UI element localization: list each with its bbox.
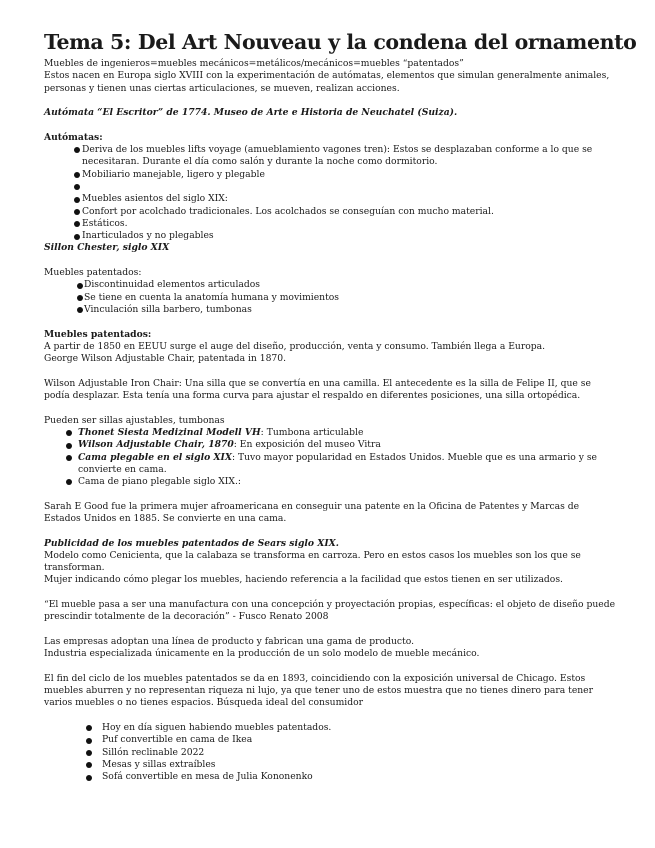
list-item: Mesas y sillas extraíbles	[44, 759, 616, 771]
patentados-line: A partir de 1850 en EEUU surge el auge del diseño, producción, venta y consumo. También llega a Europa.	[44, 340, 546, 352]
patentados-list-heading: Muebles patentados:	[44, 267, 142, 279]
chester-caption: Sillon Chester, siglo XIX	[44, 242, 170, 254]
list-item	[44, 427, 616, 439]
page-title: Tema 5: Del Art Nouveau y la condena del ornamento	[44, 30, 637, 54]
patentados-line: George Wilson Adjustable Chair, patentada in 1870.	[44, 353, 287, 365]
item-label: Cama plegable en el siglo XIX	[78, 451, 232, 463]
list-item	[44, 181, 616, 193]
item-text: : Tuvo mayor popularidad en Estados Unidos. Mueble que es una armario y se convierte en cama.	[78, 451, 597, 475]
list-item	[44, 439, 616, 451]
publicidad-heading: Publicidad de los muebles patentados de Sears siglo XIX.	[44, 537, 339, 549]
sillas-intro: Pueden ser sillas ajustables, tumbonas	[44, 414, 225, 426]
intro-line: Estos nacen en Europa siglo XVIII con la experimentación de autómatas, elementos que simulan generalmente animales, personas y tienen unas ciertas articulaciones, se mueven, realizan acciones.	[44, 70, 610, 94]
list-item: Hoy en día siguen habiendo muebles patentados.	[44, 722, 616, 734]
list-item	[44, 452, 616, 477]
fin-paragraph: El fin del ciclo de los muebles patentados se da en 1893, coincidiendo con la exposición universal de Chicago. Estos muebles aburren y no representan riqueza ni lujo, ya que tener uno de estos muestra que no tienes dinero para tener varios muebles o no tienes espacios. Búsqueda ideal del consumidor	[44, 672, 594, 709]
list-item: Sillón reclinable 2022	[44, 747, 616, 759]
list-item: Deriva de los muebles lifts voyage (amueblamiento vagones tren): Estos se desplazaban conforme a lo que se necesitaran. Durante el día como salón y durante la noche como dormitorio.	[44, 144, 616, 169]
intro-line: Muebles de ingenieros=muebles mecánicos=metálicos/mecánicos=muebles “patentados”	[44, 58, 464, 69]
quote: “El mueble pasa a ser una manufactura con una concepción y proyectación propias, específicas: el objeto de diseño puede prescindir totalmente de la decoración” - Fusco Renato 2008	[44, 599, 616, 623]
list-item: Discontinuidad elementos articulados	[44, 279, 616, 291]
list-item: Sofá convertible en mesa de Julia Kononenko	[44, 771, 616, 783]
list-item: Inarticulados y no plegables	[44, 230, 616, 242]
item-text: : Tumbona articulable	[260, 426, 364, 438]
publicidad-line: Mujer indicando cómo plegar los muebles, haciendo referencia a la facilidad que estos tienen en ser utilizados.	[44, 574, 563, 586]
list-item: Muebles asientos del siglo XIX:	[44, 193, 616, 205]
automatas-list	[44, 144, 616, 242]
list-item: Estáticos.	[44, 218, 616, 230]
item-label: Wilson Adjustable Chair, 1870	[78, 439, 234, 451]
document-page	[44, 30, 637, 784]
list-item: Se tiene en cuenta la anatomía humana y movimientos	[44, 292, 616, 304]
list-item	[44, 476, 616, 488]
item-text: : En exposición del museo Vitra	[233, 439, 381, 451]
list-item: Puf convertible en cama de Ikea	[44, 734, 616, 746]
item-label: Thonet Siesta Medizinal Modell VH	[78, 426, 261, 438]
automatas-heading: Autómatas:	[44, 131, 103, 143]
wilson-paragraph: Wilson Adjustable Iron Chair: Una silla que se convertía en una camilla. El antecedente es la silla de Felipe II, que se podía desplazar. Esta tenía una forma curva para ajustar el respaldo en diferentes posiciones, una silla ortopédica.	[44, 377, 591, 402]
list-item: Mobiliario manejable, ligero y plegable	[44, 169, 616, 181]
sarah-paragraph: Sarah E Good fue la primera mujer afroamericana en conseguir una patente en la Oficina de Patentes y Marcas de Estados Unidos en 1885. Se convierte en una cama.	[44, 500, 580, 524]
empresas-line: Las empresas adoptan una línea de producto y fabrican una gama de producto.	[44, 635, 415, 647]
patentados-list	[44, 279, 616, 316]
sillas-list	[44, 427, 616, 488]
publicidad-line: Modelo como Cenicienta, que la calabaza se transforma en carroza. Pero en estos casos los muebles son los que se transforman.	[44, 549, 581, 574]
empresas-line: Industria especializada únicamente en la producción de un solo modelo de mueble mecánico.	[44, 648, 480, 660]
patentados-heading: Muebles patentados:	[44, 328, 152, 340]
automata-caption: Autómata “El Escritor” de 1774. Museo de Arte e Historia de Neuchatel (Suiza).	[44, 107, 458, 119]
list-item: Vinculación silla barbero, tumbonas	[44, 304, 616, 316]
final-list	[44, 722, 616, 783]
item-text: Cama de piano plegable siglo XIX.:	[78, 476, 241, 488]
list-item: Confort por acolchado tradicionales. Los acolchados se conseguían con mucho material.	[44, 206, 616, 218]
